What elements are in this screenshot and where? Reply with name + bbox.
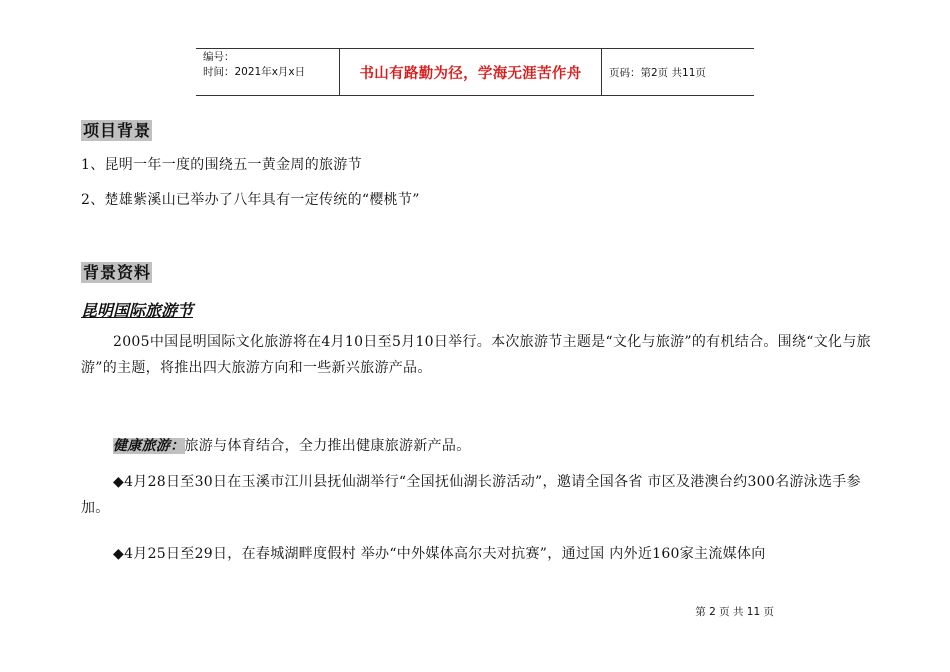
section-title-background-materials: 背景资料 <box>83 263 152 282</box>
header-motto: 书山有路勤为径，学海无涯苦作舟 <box>340 49 602 95</box>
health-tourism-label: 健康旅游： <box>113 438 185 454</box>
paragraph-bullet-swim: ◆4月28日至30日在玉溪市江川县抚仙湖举行“全国抚仙湖长游活动”，邀请全国各省 市区及港澳台约300名游泳选手参加。 <box>81 474 861 516</box>
health-tourism-text: 旅游与体育结合，全力推出健康旅游新产品。 <box>184 438 471 454</box>
paragraph-health-tourism <box>81 433 871 459</box>
document-number: 编号： <box>203 51 235 63</box>
subtitle-kunming-festival: 昆明国际旅游节 <box>81 301 194 320</box>
header-page-number: 页码：第2页 共11页 <box>609 66 706 79</box>
document-date: 时间：2021年x月x日 <box>203 66 306 78</box>
header-meta <box>196 49 340 95</box>
background-item-2: 2、楚雄紫溪山已举办了八年具有一定传统的“樱桃节” <box>81 192 420 208</box>
document-header <box>196 48 754 96</box>
paragraph-festival-intro: 2005中国昆明国际文化旅游将在4月10日至5月10日举行。本次旅游节主题是“文化与旅游”的有机结合。围绕“文化与旅游”的主题，将推出四大旅游方向和一些新兴旅游产品。 <box>81 334 871 376</box>
footer-page-number: 第 2 页 共 11 页 <box>695 606 774 618</box>
section-title-project-background: 项目背景 <box>83 121 152 140</box>
paragraph-bullet-golf: ◆4月25日至29日，在春城湖畔度假村 举办“中外媒体高尔夫对抗赛”，通过国 内外近160家主流媒体向 <box>113 546 766 562</box>
background-item-1: 1、昆明一年一度的围绕五一黄金周的旅游节 <box>81 157 362 173</box>
